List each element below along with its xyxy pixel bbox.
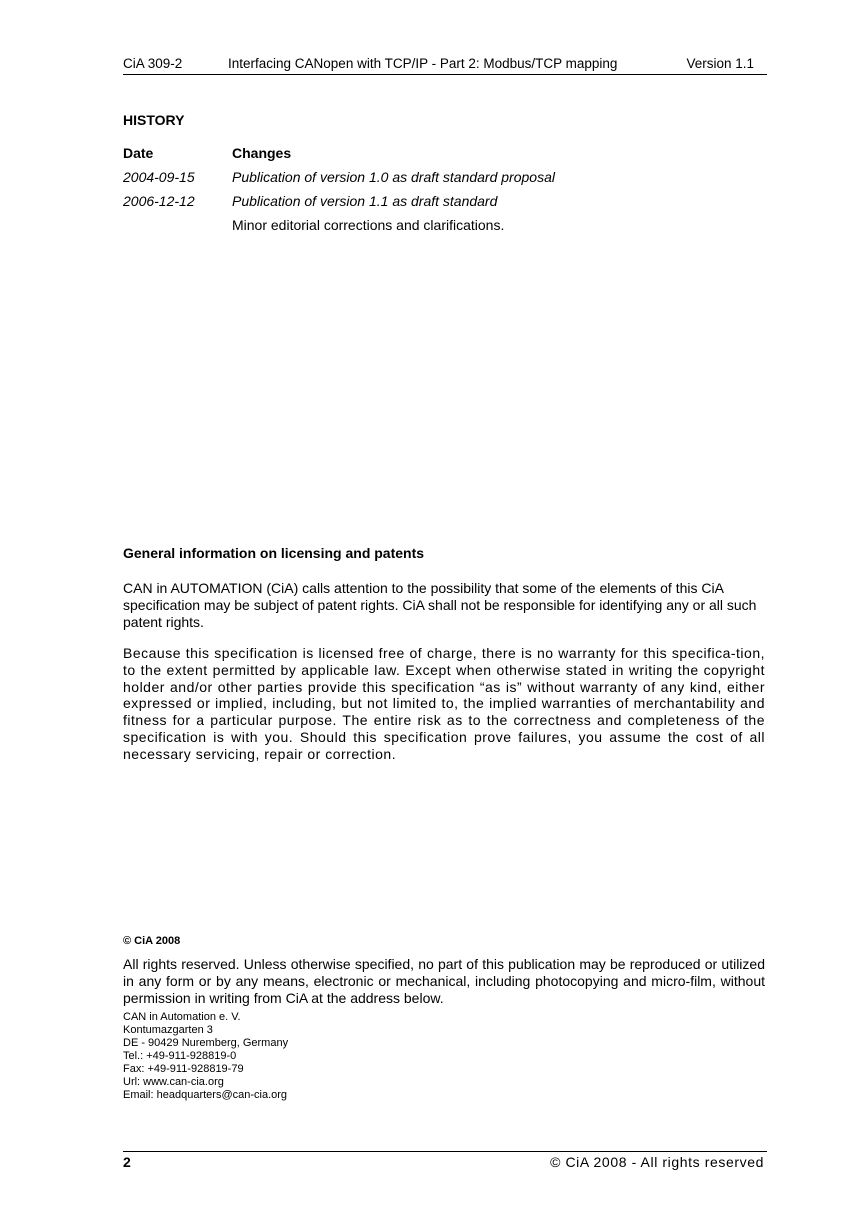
address-line: Fax: +49-911-928819-79: [123, 1063, 244, 1075]
history-col-date: Date: [123, 145, 154, 161]
history-heading: HISTORY: [123, 112, 185, 128]
header-version: Version 1.1: [686, 56, 754, 71]
licensing-heading: General information on licensing and patents: [123, 545, 425, 561]
licensing-paragraph-warranty: Because this specification is licensed free of charge, there is no warranty for this specifica-tion, to the extent permitted by applicable law. Except when otherwise stated in writing the copyright holder and/or other parties provide this specification “as is” without warranty of any kind, either expressed or implied, including, but not limited to, the implied warranties of merchantability and fitness for a particular purpose. The entire risk as to the correctness and completeness of the specification is with you. Should this specification prove failures, you assume the cost of all necessary servicing, repair or correction.: [123, 645, 765, 762]
header-doc-id: CiA 309-2: [123, 56, 183, 71]
header-title: Interfacing CANopen with TCP/IP - Part 2: Modbus/TCP mapping: [228, 56, 618, 71]
copyright-notice: All rights reserved. Unless otherwise specified, no part of this publication may be reproduced or utilized in any form or by any means, electronic or mechanical, including photocopying and micro-film, without permission in writing from CiA at the address below.: [123, 956, 765, 1006]
footer-rule: [123, 1151, 767, 1152]
address-line: CAN in Automation e. V.: [123, 1011, 241, 1023]
history-row-date: 2006-12-12: [123, 193, 195, 209]
address-line: Kontumazgarten 3: [123, 1024, 213, 1036]
address-line: DE - 90429 Nuremberg, Germany: [123, 1037, 289, 1049]
history-row-change: Publication of version 1.0 as draft standard proposal: [232, 169, 555, 185]
address-line: Tel.: +49-911-928819-0: [123, 1050, 237, 1062]
history-row-date: 2004-09-15: [123, 169, 195, 185]
history-col-changes: Changes: [232, 145, 292, 161]
footer-page-number: 2: [123, 1154, 131, 1170]
address-email: Email: headquarters@can-cia.org: [123, 1089, 288, 1101]
address-website: Url: www.can-cia.org: [123, 1076, 224, 1088]
header-rule: [123, 74, 767, 75]
copyright-heading: © CiA 2008: [123, 935, 181, 947]
footer-copyright: © CiA 2008 - All rights reserved: [550, 1154, 764, 1170]
licensing-paragraph-patents: CAN in AUTOMATION (CiA) calls attention to the possibility that some of the elements of this CiA specification may be subject of patent rights. CiA shall not be responsible for identifying any or all such patent rights.: [123, 580, 757, 630]
history-row-change: Minor editorial corrections and clarifications.: [232, 217, 505, 233]
history-row-change: Publication of version 1.1 as draft standard: [232, 193, 498, 209]
